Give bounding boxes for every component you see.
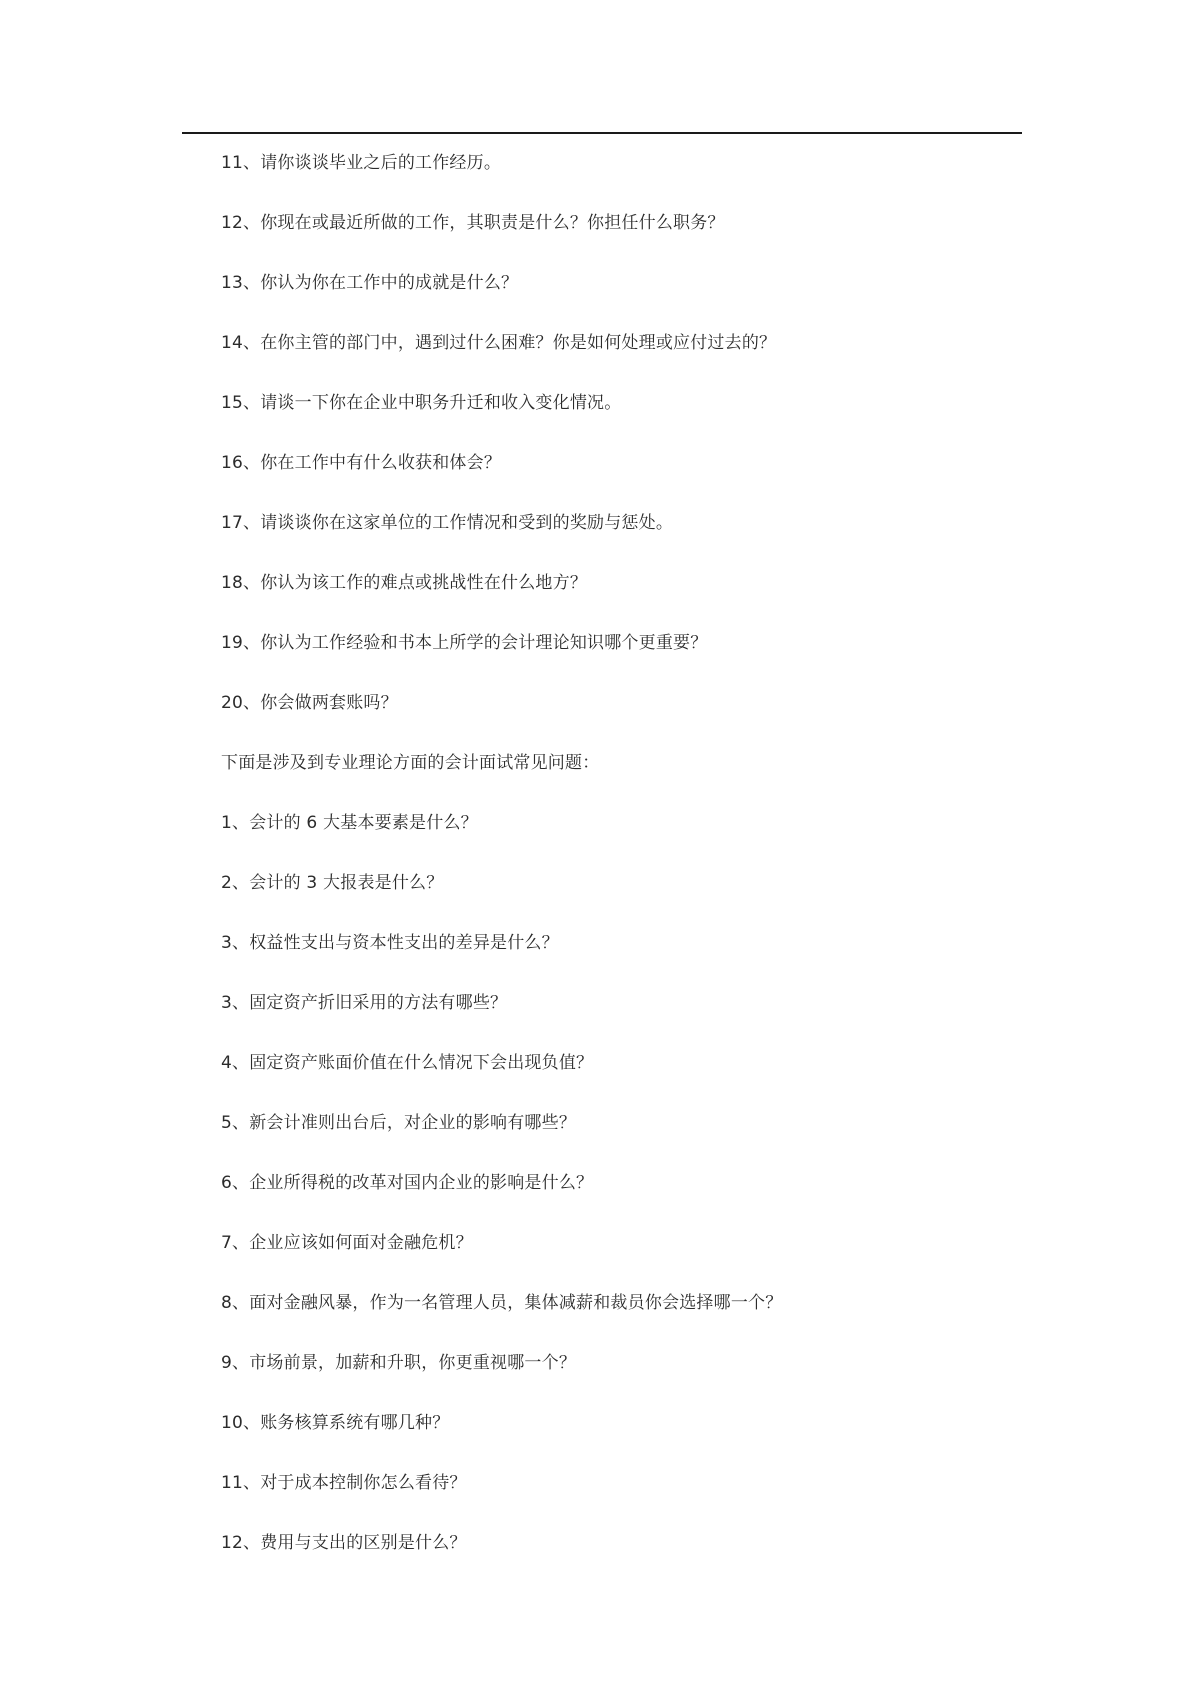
question-line: 19、你认为工作经验和书本上所学的会计理论知识哪个更重要？ (221, 633, 708, 653)
question-line: 3、固定资产折旧采用的方法有哪些？ (221, 993, 508, 1013)
question-line: 17、请谈谈你在这家单位的工作情况和受到的奖励与惩处。 (221, 513, 674, 533)
question-line: 20、你会做两套账吗？ (221, 693, 398, 713)
header-rule (182, 132, 1022, 134)
question-line: 11、对于成本控制你怎么看待？ (221, 1473, 467, 1493)
question-line: 4、固定资产账面价值在什么情况下会出现负值？ (221, 1053, 594, 1073)
question-line: 18、你认为该工作的难点或挑战性在什么地方？ (221, 573, 588, 593)
question-line: 8、面对金融风暴，作为一名管理人员，集体减薪和裁员你会选择哪一个？ (221, 1293, 783, 1313)
question-line: 11、请你谈谈毕业之后的工作经历。 (221, 153, 502, 173)
question-line: 9、市场前景，加薪和升职，你更重视哪一个？ (221, 1353, 577, 1373)
question-line: 6、企业所得税的改革对国内企业的影响是什么？ (221, 1173, 594, 1193)
question-line: 12、你现在或最近所做的工作，其职责是什么？你担任什么职务？ (221, 213, 725, 233)
section-heading: 下面是涉及到专业理论方面的会计面试常见问题： (221, 753, 600, 773)
question-line: 5、新会计准则出台后，对企业的影响有哪些？ (221, 1113, 577, 1133)
question-line: 1、会计的 6 大基本要素是什么？ (221, 813, 478, 833)
question-line: 15、请谈一下你在企业中职务升迁和收入变化情况。 (221, 393, 622, 413)
question-line: 14、在你主管的部门中，遇到过什么困难？你是如何处理或应付过去的？ (221, 333, 777, 353)
question-line: 12、费用与支出的区别是什么？ (221, 1533, 467, 1553)
question-line: 7、企业应该如何面对金融危机？ (221, 1233, 473, 1253)
document-body (221, 150, 1021, 1590)
question-line: 10、账务核算系统有哪几种？ (221, 1413, 450, 1433)
question-line: 16、你在工作中有什么收获和体会？ (221, 453, 502, 473)
question-line: 13、你认为你在工作中的成就是什么？ (221, 273, 519, 293)
question-line: 2、会计的 3 大报表是什么？ (221, 873, 444, 893)
question-line: 3、权益性支出与资本性支出的差异是什么？ (221, 933, 559, 953)
